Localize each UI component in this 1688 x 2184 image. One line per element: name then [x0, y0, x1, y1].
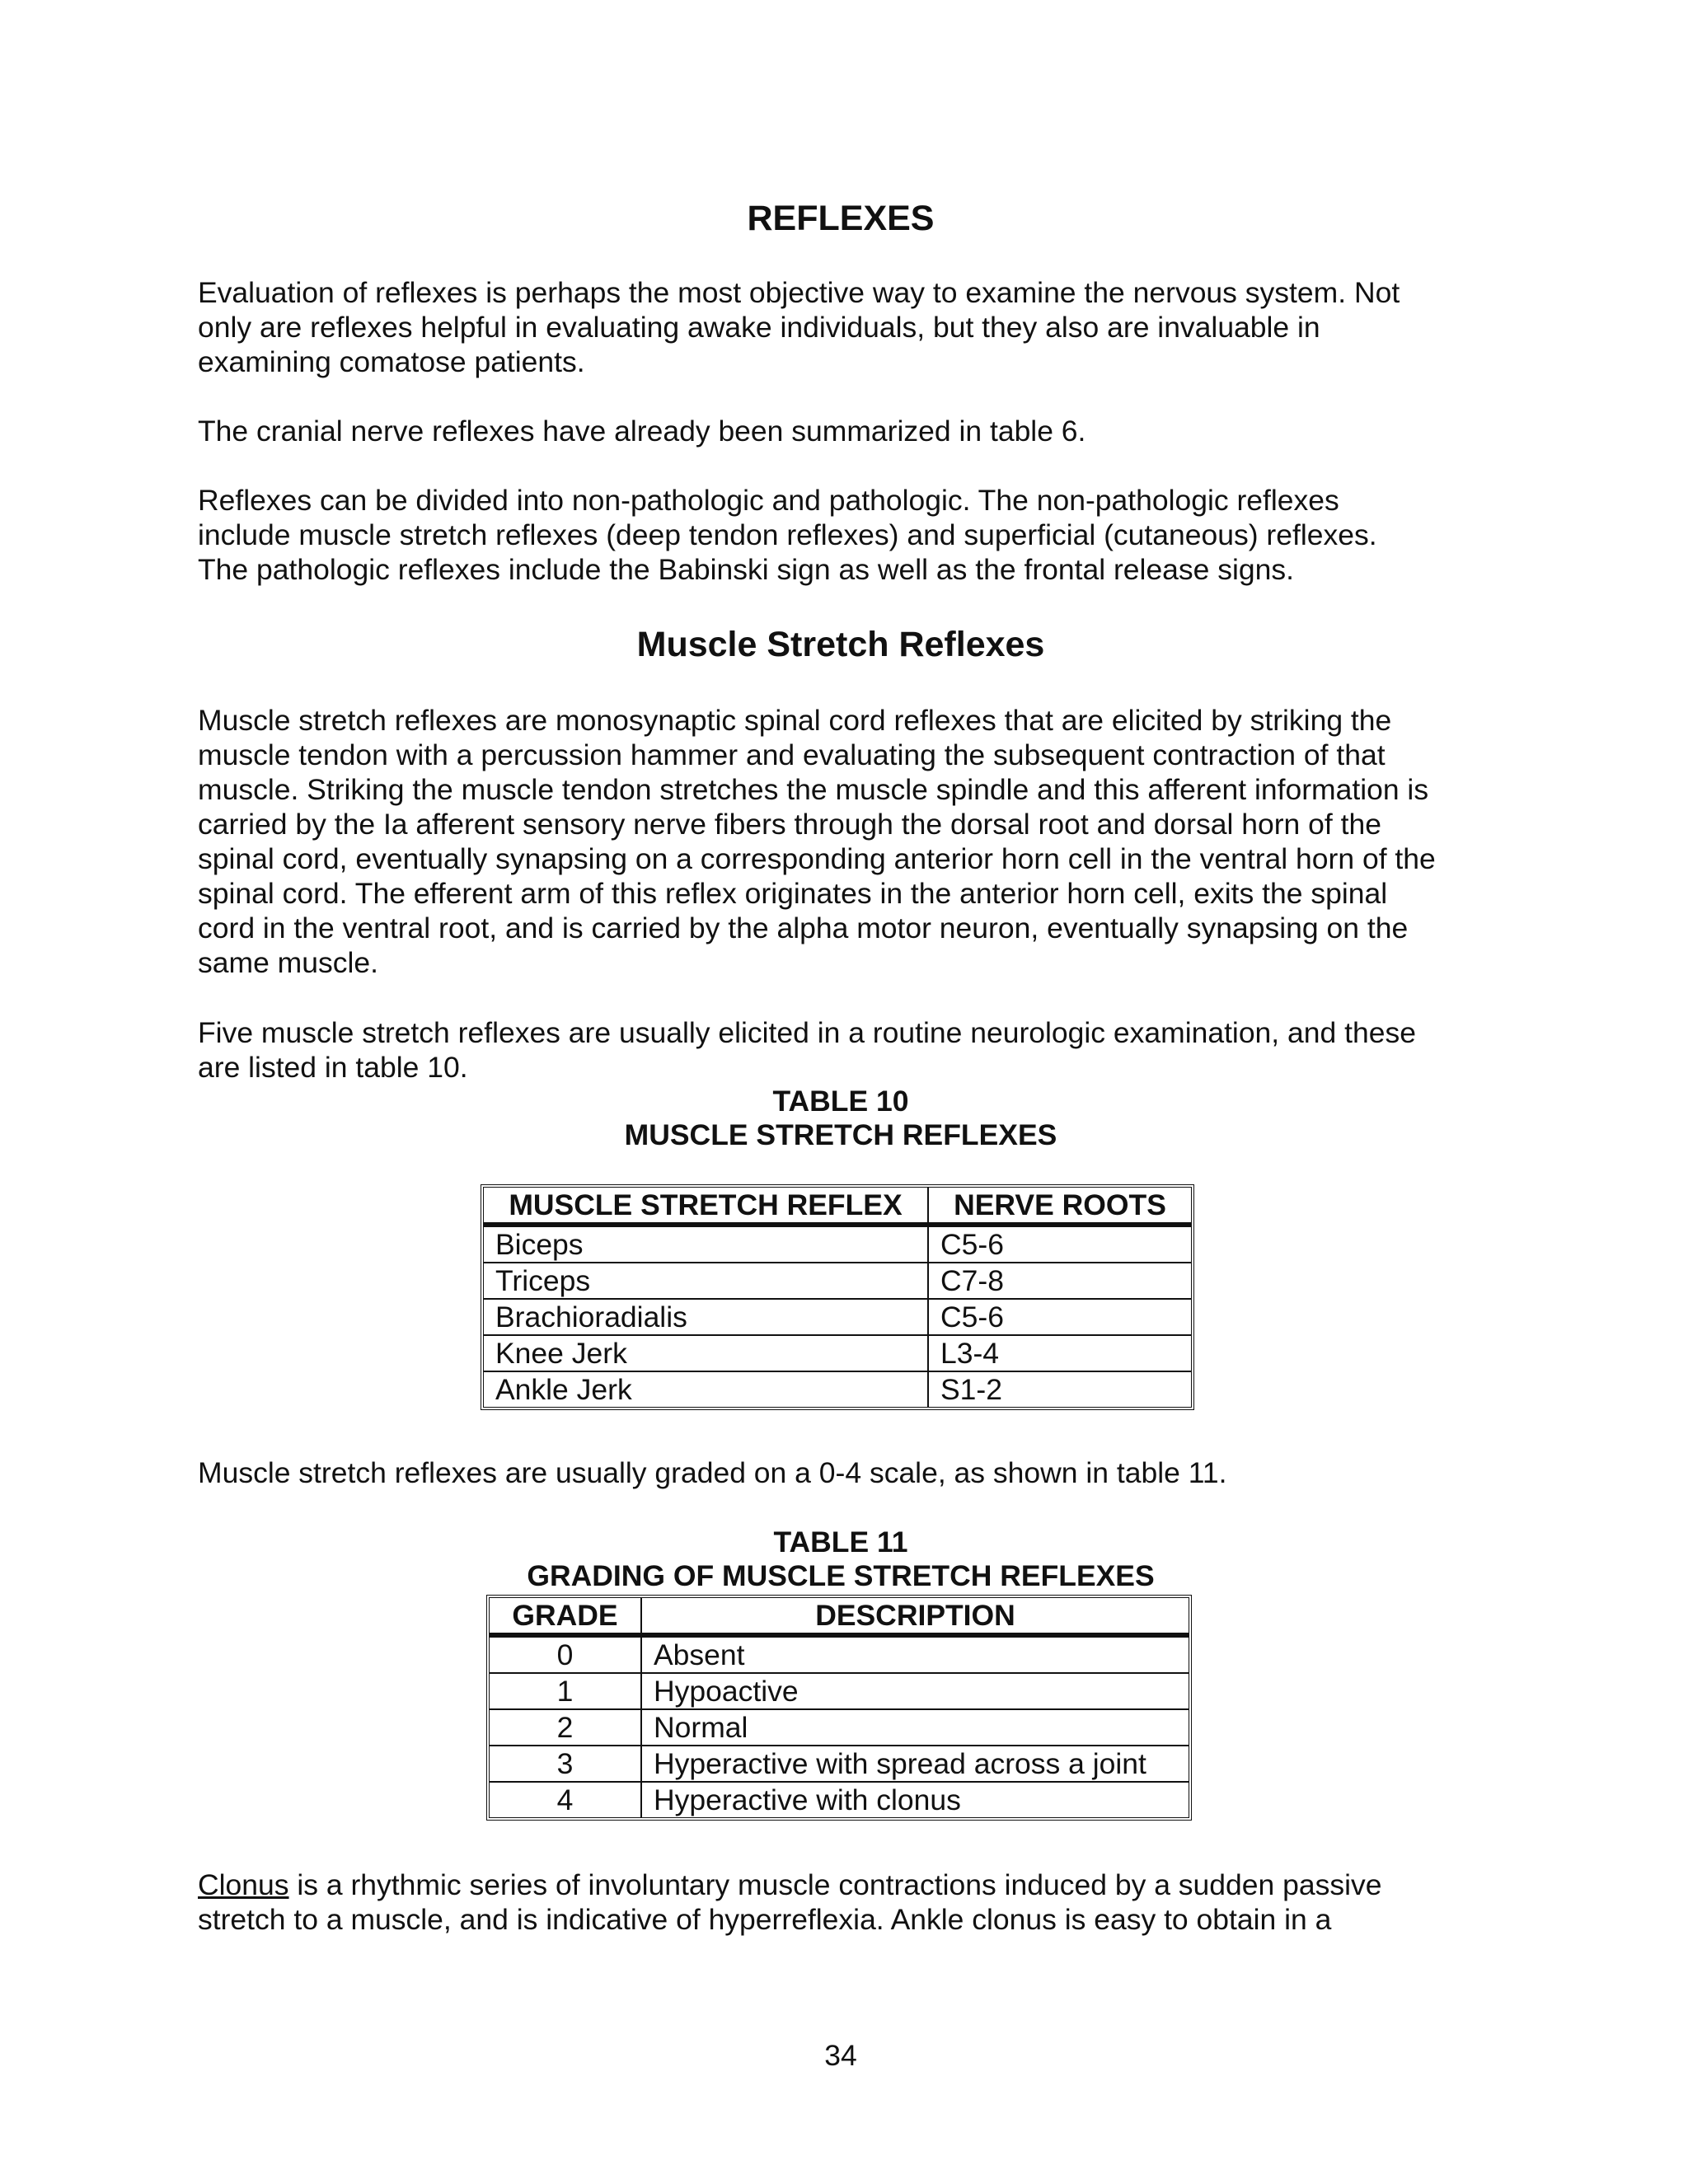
text-line: are listed in table 10. [198, 1051, 468, 1084]
text-line: examining comatose patients. [198, 345, 585, 378]
text-line: muscle tendon with a percussion hammer and evaluating the subsequent contraction of that [198, 738, 1386, 771]
table-cell: Normal [642, 1710, 1189, 1746]
table-cell: C5-6 [929, 1300, 1191, 1336]
text-line: The pathologic reflexes include the Babinski sign as well as the frontal release signs. [198, 553, 1295, 586]
text-line: is a rhythmic series of involuntary muscle contractions induced by a sudden passive [288, 1868, 1382, 1901]
table-header-row [490, 1598, 1189, 1638]
table-cell: S1-2 [940, 1373, 1002, 1406]
table-cell: C5-6 [929, 1227, 1191, 1263]
table-cell: 2 [490, 1710, 642, 1746]
text-line: Five muscle stretch reflexes are usually elicited in a routine neurologic examination, and these [198, 1016, 1416, 1049]
document-page [198, 0, 1484, 2184]
table-row [490, 1746, 1189, 1783]
section-paragraph-1 [198, 703, 1484, 980]
text-line: Reflexes can be divided into non-pathologic and pathologic. The non-pathologic reflexes [198, 484, 1339, 517]
text-line: The cranial nerve reflexes have already been summarized in table 6. [198, 415, 1086, 448]
grading-paragraph [198, 1455, 1484, 1490]
table-row [490, 1710, 1189, 1746]
table-row [490, 1674, 1189, 1710]
table-11 [486, 1595, 1192, 1821]
clonus-paragraph [198, 1868, 1484, 1937]
table-row [484, 1372, 1191, 1407]
table-row [490, 1638, 1189, 1674]
table-cell: C7-8 [929, 1263, 1191, 1300]
table-cell: Triceps [484, 1263, 929, 1300]
table-10 [481, 1184, 1194, 1410]
text-line: spinal cord. The efferent arm of this reflex originates in the anterior horn cell, exits the spinal [198, 877, 1388, 910]
page-number: 34 [824, 2039, 857, 2072]
table-11-title: GRADING OF MUSCLE STRETCH REFLEXES [527, 1559, 1155, 1592]
table-cell: 3 [490, 1746, 642, 1783]
table-cell: Hypoactive [642, 1674, 1189, 1710]
column-header: DESCRIPTION [642, 1598, 1189, 1638]
clonus-term: Clonus [198, 1868, 289, 1901]
table-10-title: MUSCLE STRETCH REFLEXES [624, 1118, 1057, 1151]
table-cell: L3-4 [929, 1336, 1191, 1372]
table-cell: Biceps [484, 1227, 929, 1263]
table-cell: 4 [490, 1783, 642, 1817]
table-cell: Ankle Jerk [484, 1372, 929, 1407]
table-11-number: TABLE 11 [773, 1526, 908, 1558]
page-title: REFLEXES [747, 199, 935, 238]
intro-paragraph-1 [198, 275, 1484, 379]
section-paragraph-2 [198, 1015, 1484, 1085]
table-cell: Absent [642, 1638, 1189, 1674]
table-10-number: TABLE 10 [772, 1085, 909, 1118]
text-line: muscle. Striking the muscle tendon stretches the muscle spindle and this afferent information is [198, 773, 1429, 806]
table-cell: Knee Jerk [484, 1336, 929, 1372]
table-row [490, 1783, 1189, 1817]
intro-paragraph-3 [198, 483, 1484, 587]
table-11-caption [198, 1526, 1484, 1593]
text-line: carried by the Ia afferent sensory nerve fibers through the dorsal root and dorsal horn of the [198, 808, 1381, 841]
text-line: spinal cord, eventually synapsing on a corresponding anterior horn cell in the ventral horn of the [198, 842, 1436, 875]
table-row [484, 1336, 1191, 1372]
table-cell: Hyperactive with spread across a joint [642, 1746, 1189, 1783]
table-cell: 1 [490, 1674, 642, 1710]
text-line: Muscle stretch reflexes are usually graded on a 0-4 scale, as shown in table 11. [198, 1456, 1227, 1489]
table-row [484, 1263, 1191, 1300]
text-line: stretch to a muscle, and is indicative of hyperreflexia. Ankle clonus is easy to obtain in a [198, 1903, 1332, 1936]
text-line: include muscle stretch reflexes (deep tendon reflexes) and superficial (cutaneous) reflexes. [198, 518, 1377, 551]
table-10-caption [198, 1085, 1484, 1152]
column-header: NERVE ROOTS [929, 1188, 1191, 1227]
text-line: Evaluation of reflexes is perhaps the most objective way to examine the nervous system. Not [198, 276, 1400, 309]
table-cell: 0 [490, 1638, 642, 1674]
table-row [484, 1227, 1191, 1263]
column-header: MUSCLE STRETCH REFLEX [484, 1188, 929, 1227]
text-line: only are reflexes helpful in evaluating awake individuals, but they also are invaluable in [198, 311, 1320, 344]
text-line: cord in the ventral root, and is carried by the alpha motor neuron, eventually synapsing on the [198, 912, 1409, 944]
column-header: GRADE [490, 1598, 642, 1638]
intro-paragraph-2 [198, 414, 1484, 448]
table-cell: Hyperactive with clonus [654, 1783, 961, 1816]
section-heading: Muscle Stretch Reflexes [636, 625, 1045, 664]
table-cell: Brachioradialis [484, 1300, 929, 1336]
table-row [484, 1300, 1191, 1336]
text-line: Muscle stretch reflexes are monosynaptic spinal cord reflexes that are elicited by striking the [198, 704, 1392, 737]
text-line: same muscle. [198, 946, 378, 979]
table-header-row [484, 1188, 1191, 1227]
